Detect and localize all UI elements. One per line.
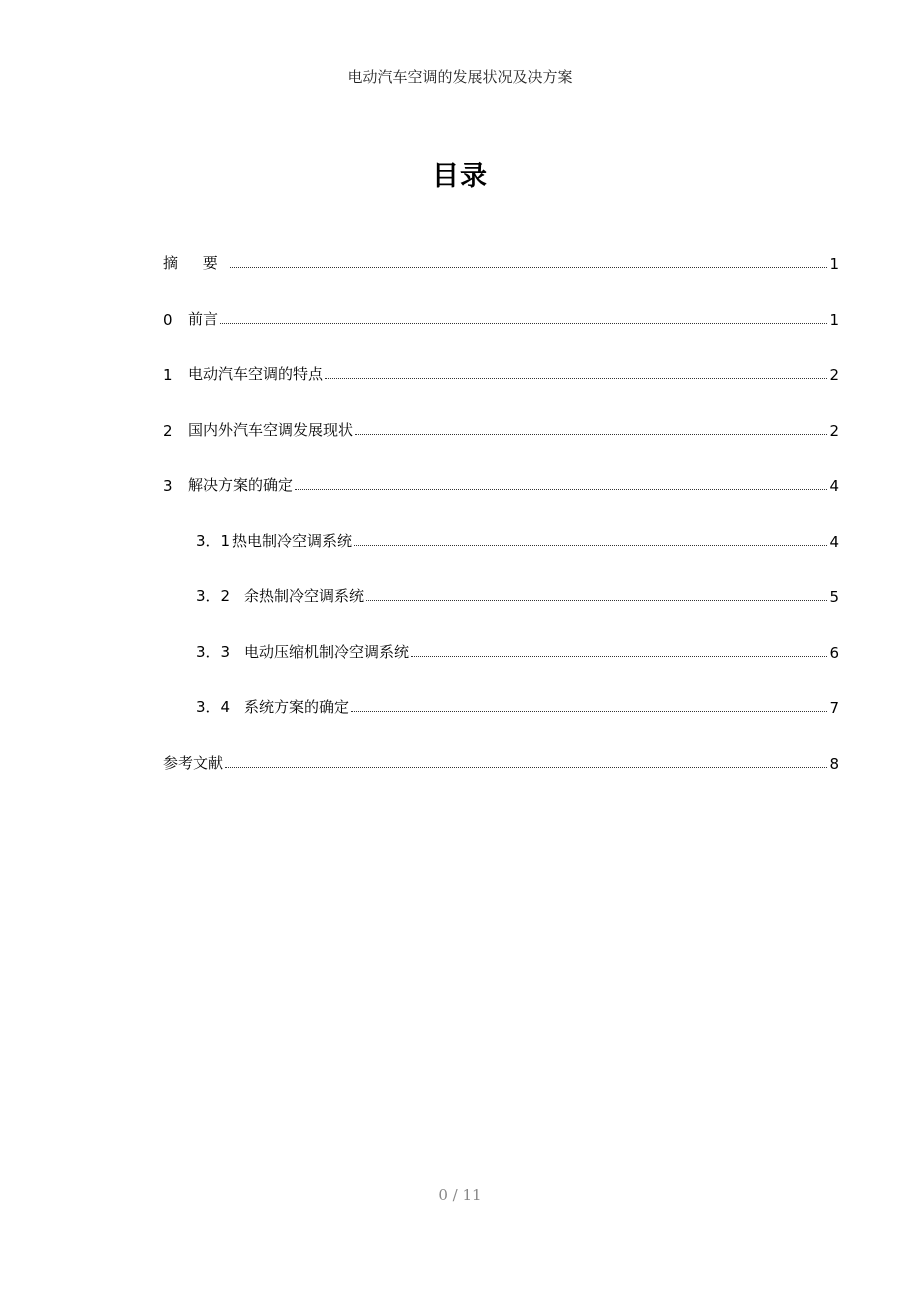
table-of-contents — [163, 249, 839, 804]
toc-entry-page: 8 — [829, 754, 839, 773]
toc-entry-label: 摘 要 — [163, 254, 228, 272]
toc-entry-page: 1 — [829, 310, 839, 329]
toc-entry-number: 3．1 — [196, 531, 231, 550]
toc-entry-references[interactable] — [163, 749, 839, 773]
dot-leader — [366, 599, 827, 601]
toc-entry-number: 3．2 — [196, 587, 231, 605]
toc-entry-page: 1 — [829, 255, 839, 273]
toc-entry-page: 2 — [829, 421, 839, 440]
toc-entry-page: 5 — [829, 588, 839, 606]
toc-entry-number: 3．3 — [196, 642, 231, 661]
dot-leader — [230, 266, 828, 268]
toc-entry-page: 7 — [829, 699, 839, 717]
toc-entry-preface[interactable] — [163, 305, 839, 329]
toc-entry-label: 余热制冷空调系统 — [244, 587, 365, 605]
dot-leader — [295, 488, 827, 490]
toc-entry-label: 前言 — [188, 309, 219, 328]
dot-leader — [351, 710, 827, 712]
toc-entry-solution[interactable] — [163, 471, 839, 495]
dot-leader — [354, 544, 827, 546]
dot-leader — [225, 766, 827, 768]
page-indicator: 0 / 11 — [438, 1186, 482, 1204]
toc-entry-page: 2 — [829, 366, 839, 384]
toc-entry-3-3[interactable] — [163, 638, 839, 662]
toc-entry-abstract[interactable] — [163, 249, 839, 273]
toc-entry-label: 电动汽车空调的特点 — [188, 365, 324, 383]
toc-entry-features[interactable] — [163, 360, 839, 384]
toc-entry-page: 4 — [829, 532, 839, 551]
dot-leader — [355, 433, 827, 435]
toc-entry-label: 解决方案的确定 — [188, 476, 294, 494]
toc-entry-number: 1 — [163, 366, 173, 384]
toc-title: 目录 — [432, 161, 488, 192]
dot-leader — [325, 377, 827, 379]
toc-entry-3-4[interactable] — [163, 693, 839, 717]
toc-entry-label: 参考文献 — [163, 753, 224, 772]
toc-entry-number: 2 — [163, 421, 173, 440]
dot-leader — [220, 322, 827, 324]
toc-entry-status[interactable] — [163, 416, 839, 440]
toc-entry-number: 3 — [163, 477, 173, 495]
toc-entry-label: 系统方案的确定 — [244, 698, 350, 716]
toc-entry-number: 0 — [163, 310, 173, 329]
toc-entry-page: 6 — [829, 643, 839, 662]
dot-leader — [411, 655, 827, 657]
toc-entry-page: 4 — [829, 477, 839, 495]
running-header: 电动汽车空调的发展状况及决方案 — [347, 68, 573, 86]
toc-entry-label: 热电制冷空调系统 — [232, 531, 353, 550]
toc-entry-3-2[interactable] — [163, 582, 839, 606]
toc-entry-label: 国内外汽车空调发展现状 — [188, 420, 354, 439]
toc-entry-number: 3．4 — [196, 698, 231, 716]
toc-entry-3-1[interactable] — [163, 527, 839, 551]
toc-entry-label: 电动压缩机制冷空调系统 — [244, 642, 410, 661]
